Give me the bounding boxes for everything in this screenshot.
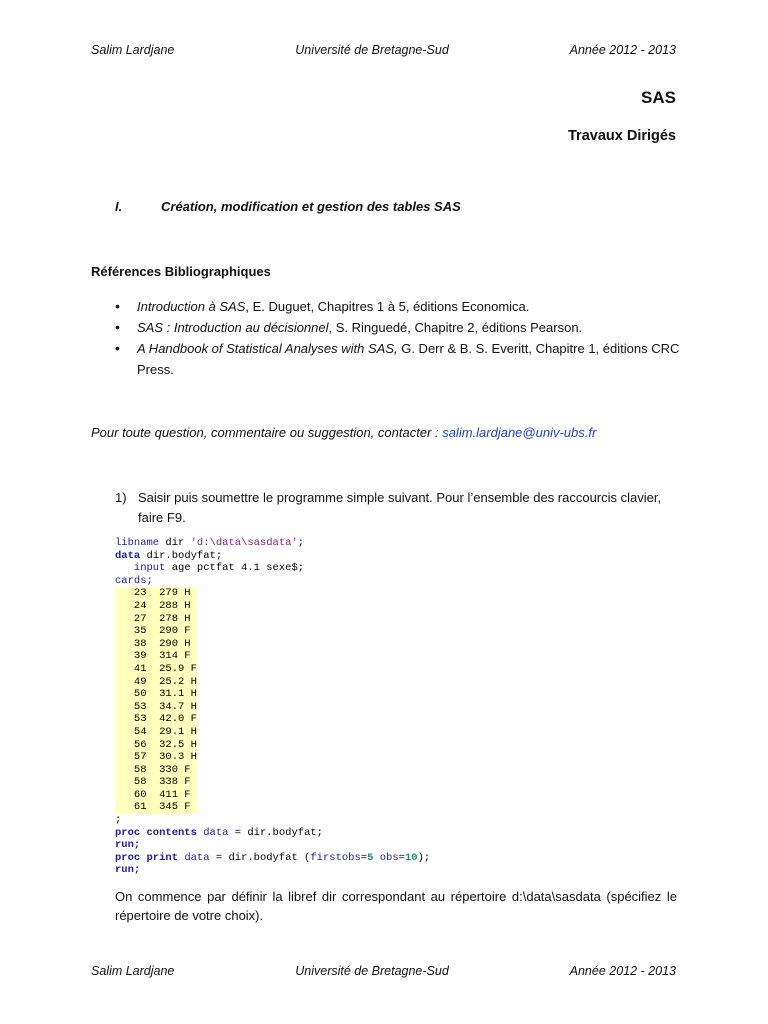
code-keyword-run: run; [115, 839, 141, 852]
page-title: SAS [641, 88, 676, 107]
code-cards-row: 53 34.7 H [115, 700, 197, 713]
code-cards-end: ; [115, 814, 122, 827]
page-subtitle: Travaux Dirigés [568, 128, 676, 144]
reference-item [115, 296, 680, 317]
footer-university: Université de Bretagne-Sud [295, 964, 449, 978]
header-author: Salim Lardjane [91, 43, 175, 57]
code-cards-row: 23 279 H [115, 587, 197, 600]
code-equals: = [360, 851, 368, 864]
reference-item [115, 317, 680, 338]
code-cards-row: 53 42.0 F [115, 713, 197, 726]
code-keyword-data-option: data [203, 826, 229, 839]
code-keyword-proc-contents: proc contents [115, 826, 197, 839]
code-data-name: dir.bodyfat; [140, 549, 223, 562]
code-keyword-input: input [133, 562, 166, 575]
reference-book: A Handbook of Statistical Analyses with SAS, [137, 341, 398, 356]
code-cards-row: 56 32.5 H [115, 738, 197, 751]
code-keyword-run: run; [115, 864, 141, 877]
code-option-firstobs: firstobs [310, 851, 361, 864]
code-equals: = [398, 851, 405, 864]
code-cards-row: 39 314 F [115, 650, 197, 663]
code-keyword-data-option: data [184, 851, 210, 864]
code-cards-row: 57 30.3 H [115, 751, 197, 764]
footer-author: Salim Lardjane [91, 964, 175, 978]
section-number: I. [115, 199, 123, 214]
code-semicolon: ; [297, 537, 305, 549]
code-cards-row: 41 25.9 F [115, 662, 197, 675]
code-cards-row: 54 29.1 H [115, 725, 197, 738]
contact-email-link[interactable]: salim.lardjane@univ-ubs.fr [442, 425, 597, 440]
code-cards-row: 60 411 F [115, 788, 197, 801]
code-proc-contents-rest: = dir.bodyfat; [228, 826, 323, 839]
code-keyword-proc-print: proc print [115, 851, 179, 864]
reference-book: SAS : Introduction au décisionnel [137, 320, 329, 335]
code-value-obs: 10 [404, 851, 418, 864]
code-paren-end: ); [417, 851, 431, 864]
reference-book: Introduction à SAS [137, 299, 246, 314]
reference-details: , E. Duguet, Chapitres 1 à 5, éditions Economica. [245, 299, 530, 314]
header-university: Université de Bretagne-Sud [295, 43, 449, 57]
code-cards-row: 38 290 H [115, 637, 197, 650]
page-footer [91, 964, 676, 978]
references-title: Références Bibliographiques [91, 264, 271, 279]
page-header [91, 43, 676, 57]
footer-year: Année 2012 - 2013 [569, 964, 676, 978]
code-keyword-cards: cards; [115, 574, 153, 587]
code-keyword-data: data [115, 549, 141, 562]
section-title: Création, modification et gestion des tables SAS [161, 199, 461, 214]
code-keyword-libname: libname [115, 537, 160, 549]
section-heading [115, 199, 461, 214]
code-cards-row: 27 278 H [115, 612, 197, 625]
code-cards-row: 49 25.2 H [115, 675, 197, 688]
question-text: Saisir puis soumettre le programme simple suivant. Pour l’ensemble des raccourcis clavier, faire F9. [138, 490, 662, 525]
code-cards-row: 61 345 F [115, 801, 197, 814]
code-cards-row: 35 290 F [115, 625, 197, 638]
contact-text: Pour toute question, commentaire ou suggestion, contacter : [91, 425, 443, 440]
code-indent [115, 562, 134, 574]
contact-line [91, 425, 596, 440]
code-cards-row: 58 338 F [115, 776, 197, 789]
code-cards-row: 24 288 H [115, 599, 197, 612]
explanation-paragraph: On commence par définir la libref dir correspondant au répertoire d:\data\sasdata (spécifiez le répertoire de votre choix). [115, 889, 677, 923]
header-year: Année 2012 - 2013 [569, 43, 676, 57]
question-1 [115, 488, 680, 528]
code-cards-data [115, 587, 197, 813]
code-cards-row: 58 330 F [115, 763, 197, 776]
code-value-firstobs: 5 [367, 851, 374, 864]
reference-details: , S. Ringuedé, Chapitre 2, éditions Pearson. [328, 320, 583, 335]
references-list [115, 296, 680, 380]
question-number: 1) [115, 490, 127, 505]
code-string-path: 'd:\data\sasdata' [190, 537, 298, 549]
code-input-vars: age pctfat 4.1 sexe$; [165, 562, 305, 575]
code-proc-print-rest: = dir.bodyfat ( [209, 851, 311, 864]
reference-item [115, 338, 680, 380]
sas-code-block [115, 537, 430, 877]
code-libref: dir [159, 537, 191, 549]
code-cards-row: 50 31.1 H [115, 688, 197, 701]
reference-details: G. Derr & B. S. Everitt, Chapitre 1, éditions CRC Press. [137, 341, 680, 377]
code-option-obs: obs [379, 851, 399, 864]
